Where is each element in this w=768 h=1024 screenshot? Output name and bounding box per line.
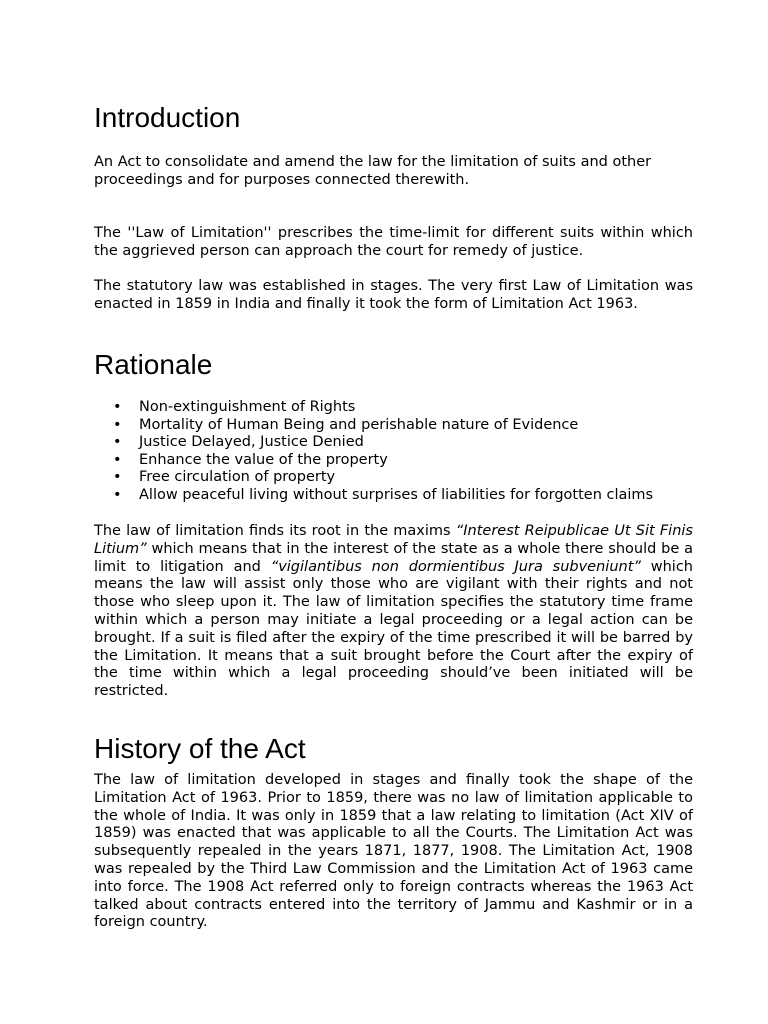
list-item: • Allow peaceful living without surprises of liabilities for forgotten claims [113,486,654,503]
introduction-paragraph-3: The statutory law was established in stages. The very first Law of Limitation was enacted in 1859 in India and finally it took the form of Limitation Act 1963. [94,278,693,312]
rationale-list [94,399,734,505]
bullet-icon: • [113,416,122,433]
bullet-icon: • [113,469,122,486]
maxims-paragraph: The law of limitation finds its root in the maxims “Interest Reipublicae Ut Sit Finis Litium” which means that in the interest of the state as a whole there should be a limit to litigation and “vigilantibus non dormientibus Jura subveniunt” which means the law will assist only those who are vigilant with their rights and not those who sleep upon it. The law of limitation specifies the statutory time frame within which a person may initiate a legal proceeding or a legal action can be brought. If a suit is filed after the expiry of the time prescribed it will be barred by the Limitation. It means that a suit brought before the Court after the expiry of the time within which a legal proceeding should’ve been initiated will be restricted. [94,523,693,700]
introduction-paragraph-2: The ''Law of Limitation'' prescribes the time-limit for different suits within which the aggrieved person can approach the court for remedy of justice. [94,225,693,259]
list-item: • Enhance the value of the property [113,451,388,468]
bullet-icon: • [113,451,122,468]
introduction-paragraph-1: An Act to consolidate and amend the law for the limitation of suits and other proceedings and for purposes connected therewith. [94,154,652,188]
rationale-heading: Rationale [94,349,213,380]
list-item: • Justice Delayed, Justice Denied [113,434,364,451]
history-paragraph: The law of limitation developed in stages and finally took the shape of the Limitation Act of 1963. Prior to 1859, there was no law of limitation applicable to the whole of India. It was only in 1859 that a law relating to limitation (Act XIV of 1859) was enacted that was applicable to all the Courts. The Limitation Act was subsequently repealed in the years 1871, 1877, 1908. The Limitation Act, 1908 was repealed by the Third Law Commission and the Limitation Act of 1963 came into force. The 1908 Act referred only to foreign contracts whereas the 1963 Act talked about contracts entered into the territory of Jammu and Kashmir or in a foreign country. [94,772,693,931]
list-item: • Mortality of Human Being and perishable nature of Evidence [113,416,579,433]
bullet-icon: • [113,399,122,415]
bullet-icon: • [113,486,122,503]
maxim-latin-2: “vigilantibus non dormientibus Jura subveniunt” [270,558,641,575]
introduction-heading: Introduction [94,102,241,133]
list-item: • Non-extinguishment of Rights [113,399,356,415]
maxim-latin-1: “Interest Reipublicae Ut Sit Finis Litium” [94,523,693,557]
list-item: • Free circulation of property [113,469,336,486]
history-heading: History of the Act [94,733,306,764]
bullet-icon: • [113,434,122,451]
